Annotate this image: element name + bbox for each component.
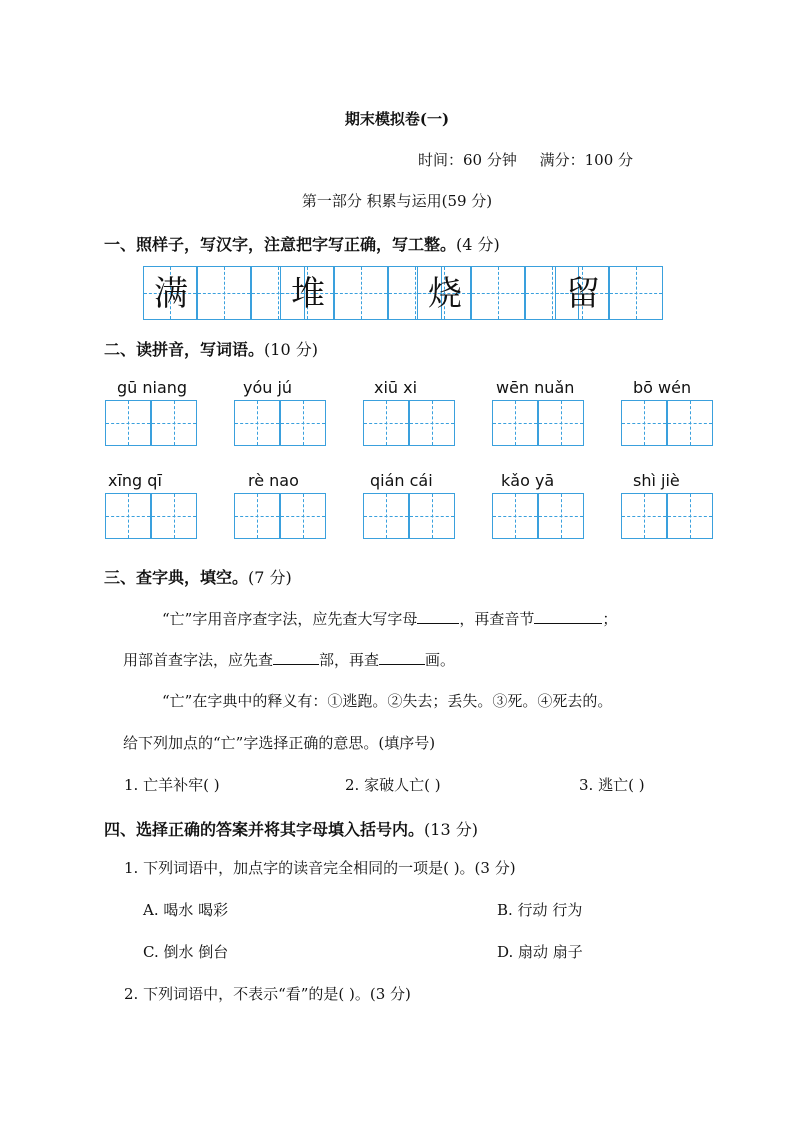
exam-time: 时间：60 分钟: [418, 151, 517, 169]
pinyin-label: bō wén: [633, 378, 692, 397]
q3-line-2: [123, 649, 455, 670]
q3-line2-text2: 部，再查: [319, 651, 380, 669]
answer-cell[interactable]: [280, 493, 326, 539]
q3-points: (7 分): [248, 568, 292, 587]
q3-line2-end: 画。: [425, 651, 456, 669]
writing-cell[interactable]: [334, 266, 388, 320]
writing-cell[interactable]: [609, 266, 663, 320]
sample-char: 满: [154, 274, 188, 314]
q1-points: (4 分): [456, 235, 500, 254]
answer-cell[interactable]: [280, 400, 326, 446]
answer-cell[interactable]: [621, 400, 667, 446]
answer-cell[interactable]: [363, 493, 409, 539]
q3-line1-end: ；: [602, 610, 618, 628]
sample-cell: [280, 266, 334, 320]
answer-cell[interactable]: [667, 493, 713, 539]
q2-heading-text: 二、读拼音，写词语。: [104, 340, 265, 359]
q3-item-1[interactable]: 1. 亡羊补牢( ): [124, 776, 220, 794]
sample-cell: [555, 266, 609, 320]
pinyin-label: gū niang: [117, 378, 188, 397]
answer-cell[interactable]: [621, 493, 667, 539]
answer-cell[interactable]: [667, 400, 713, 446]
pinyin-label: xīng qī: [108, 471, 162, 490]
q3-heading-text: 三、查字典，填空。: [104, 568, 249, 587]
q3-line-3: “亡”在字典中的释义有：①逃跑。②失去；丢失。③死。④死去的。: [162, 692, 613, 710]
option-b[interactable]: B. 行动 行为: [497, 901, 583, 919]
answer-cell[interactable]: [409, 400, 455, 446]
q3-line2-text: 用部首查字法，应先查: [123, 651, 274, 669]
q4-heading: [104, 817, 478, 840]
q1-heading-text: 一、照样子，写汉字，注意把字写正确，写工整。: [104, 235, 457, 254]
exam-title: 期末模拟卷(一): [344, 110, 450, 128]
q3-line-1: [162, 608, 617, 629]
blank-syllable[interactable]: [534, 608, 602, 624]
q3-item-2[interactable]: 2. 家破人亡( ): [345, 776, 441, 794]
pinyin-label: qián cái: [370, 471, 433, 490]
answer-cell[interactable]: [363, 400, 409, 446]
exam-meta: [418, 149, 651, 170]
writing-cell[interactable]: [197, 266, 251, 320]
q3-line-4: 给下列加点的“亡”字选择正确的意思。(填序号): [123, 734, 436, 752]
q4-heading-text: 四、选择正确的答案并将其字母填入括号内。: [104, 820, 425, 839]
q4-sub-2[interactable]: 2. 下列词语中，不表示“看”的是( )。(3 分): [124, 985, 411, 1003]
answer-cell[interactable]: [492, 493, 538, 539]
answer-cell[interactable]: [538, 493, 584, 539]
sample-cell: [417, 266, 471, 320]
q1-heading: [104, 232, 500, 255]
answer-cell[interactable]: [151, 400, 197, 446]
pinyin-label: wēn nuǎn: [496, 378, 575, 397]
answer-cell[interactable]: [234, 493, 280, 539]
answer-cell[interactable]: [234, 400, 280, 446]
sample-char: 堆: [291, 274, 325, 314]
option-a[interactable]: A. 喝水 喝彩: [143, 901, 229, 919]
answer-cell[interactable]: [409, 493, 455, 539]
pinyin-label: yóu jú: [243, 378, 293, 397]
q3-item-3[interactable]: 3. 逃亡( ): [579, 776, 645, 794]
blank-strokes[interactable]: [379, 649, 425, 665]
q4-points: (13 分): [424, 820, 478, 839]
answer-cell[interactable]: [105, 493, 151, 539]
part-heading: 第一部分 积累与运用(59 分): [301, 192, 493, 210]
pinyin-label: rè nao: [248, 471, 299, 490]
q2-heading: [104, 337, 318, 360]
q4-sub-1[interactable]: 1. 下列词语中，加点字的读音完全相同的一项是( )。(3 分): [124, 859, 516, 877]
pinyin-label: kǎo yā: [501, 471, 555, 490]
answer-cell[interactable]: [151, 493, 197, 539]
blank-radical[interactable]: [273, 649, 319, 665]
sample-char: 烧: [428, 274, 462, 314]
writing-cell[interactable]: [471, 266, 525, 320]
q3-line1-text2: ，再查音节: [459, 610, 535, 628]
pinyin-label: xiū xi: [374, 378, 418, 397]
option-c[interactable]: C. 倒水 倒台: [143, 943, 229, 961]
q2-points: (10 分): [264, 340, 318, 359]
exam-score: 满分：100 分: [539, 151, 634, 169]
option-d[interactable]: D. 扇动 扇子: [497, 943, 583, 961]
answer-cell[interactable]: [538, 400, 584, 446]
q3-heading: [104, 565, 292, 588]
sample-char: 留: [566, 274, 600, 314]
sample-cell: [143, 266, 197, 320]
blank-letter[interactable]: [417, 608, 459, 624]
pinyin-label: shì jiè: [633, 471, 680, 490]
q3-line1-text: “亡”字用音序查字法，应先查大写字母: [162, 610, 418, 628]
answer-cell[interactable]: [492, 400, 538, 446]
answer-cell[interactable]: [105, 400, 151, 446]
